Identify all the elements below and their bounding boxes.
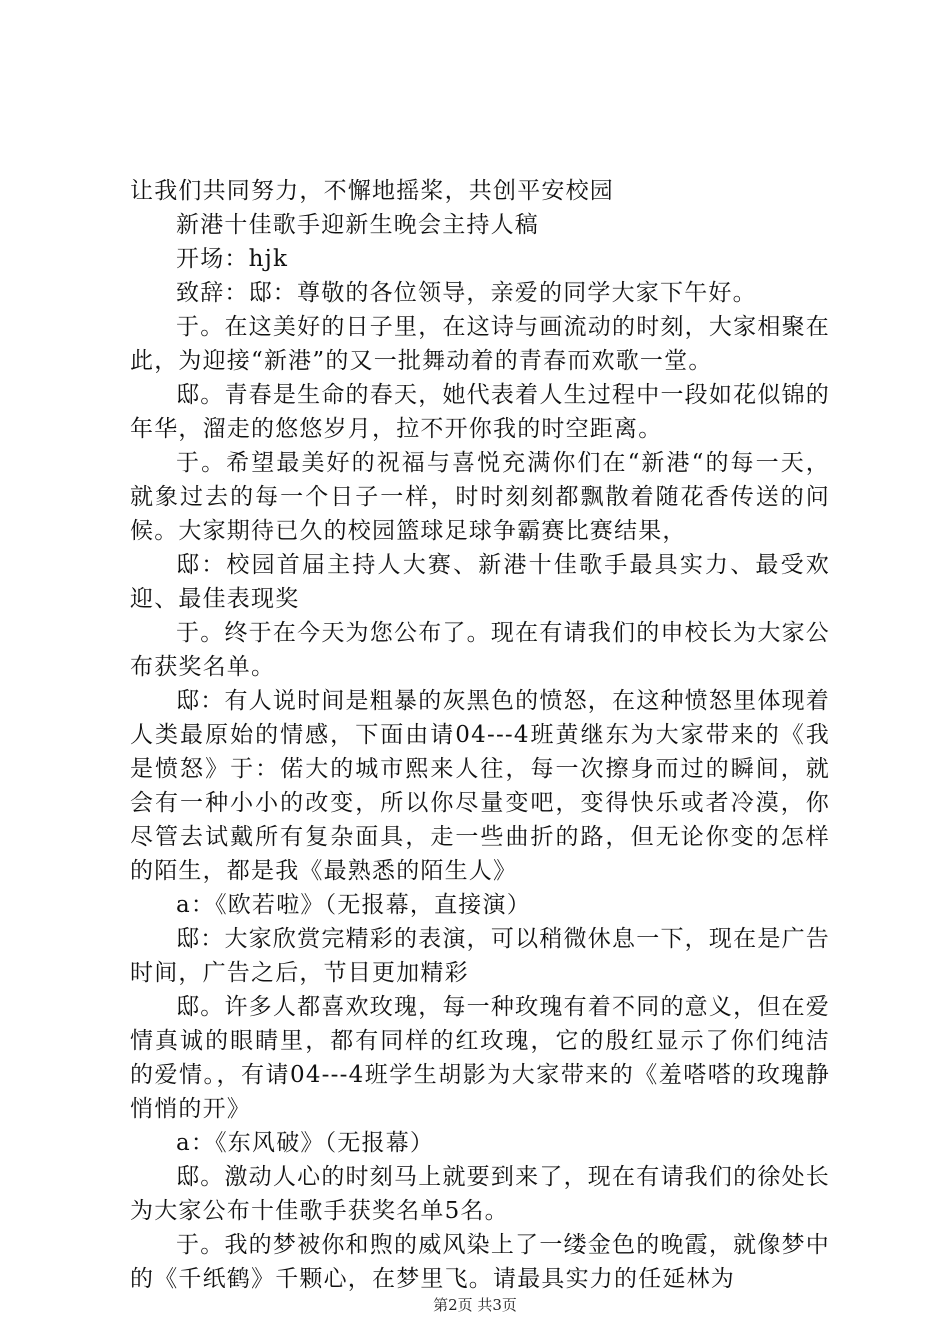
page-footer: 第2页 共3页 bbox=[433, 1296, 517, 1314]
paragraph: 于。希望最美好的祝福与喜悦充满你们在“新港“的每一天，就象过去的每一个日子一样，时时刻刻都飘散着随花香传送的问候。大家期待已久的校园篮球足球争霸赛比赛结果， bbox=[130, 450, 830, 544]
paragraph: 邸：有人说时间是粗暴的灰黑色的愤怒，在这种愤怒里体现着人类最原始的情感，下面由请04---4班黄继东为大家带来的《我是愤怒》于：偌大的城市熙来人往，每一次擦身而过的瞬间，就会有一种小小的改变，所以你尽量变吧，变得快乐或者冷漠，你尽管去试戴所有复杂面具，走一些曲折的路，但无论你变的怎样的陌生，都是我《最熟悉的陌生人》 bbox=[130, 688, 830, 884]
document-title: 新港十佳歌手迎新生晚会主持人稿 bbox=[176, 212, 539, 238]
paragraph: 于。终于在今天为您公布了。现在有请我们的申校长为大家公布获奖名单。 bbox=[130, 620, 830, 680]
document-body bbox=[130, 174, 830, 1296]
paragraph: a：《东风破》（无报幕） bbox=[176, 1130, 435, 1156]
paragraph: 于。在这美好的日子里，在这诗与画流动的时刻，大家相聚在此，为迎接“新港”的又一批舞动着的青春而欢歌一堂。 bbox=[130, 314, 830, 374]
paragraph: 邸。许多人都喜欢玫瑰，每一种玫瑰有着不同的意义，但在爱情真诚的眼睛里，都有同样的红玫瑰，它的殷红显示了你们纯洁的爱情。，有请04---4班学生胡影为大家带来的《羞嗒嗒的玫瑰静悄悄的开》 bbox=[130, 994, 830, 1122]
paragraph-closing-line: 让我们共同努力，不懈地摇桨，共创平安校园 bbox=[130, 178, 614, 204]
paragraph: 邸。青春是生命的春天，她代表着人生过程中一段如花似锦的年华，溜走的悠悠岁月，拉不开你我的时空距离。 bbox=[130, 382, 830, 442]
paragraph: 于。我的梦被你和煦的威风染上了一缕金色的晚霞，就像梦中的《千纸鹤》千颗心，在梦里飞。请最具实力的任延林为 bbox=[130, 1232, 830, 1292]
paragraph: 邸：大家欣赏完精彩的表演，可以稍微休息一下，现在是广告时间，广告之后，节目更加精彩 bbox=[130, 926, 830, 986]
paragraph: 邸。激动人心的时刻马上就要到来了，现在有请我们的徐处长为大家公布十佳歌手获奖名单5名。 bbox=[130, 1164, 830, 1224]
paragraph: a：《欧若啦》（无报幕，直接演） bbox=[176, 892, 531, 918]
paragraph-address: 致辞：邸：尊敬的各位领导，亲爱的同学大家下午好。 bbox=[176, 280, 757, 306]
paragraph: 邸：校园首届主持人大赛、新港十佳歌手最具实力、最受欢迎、最佳表现奖 bbox=[130, 552, 830, 612]
paragraph-opening: 开场：hjk bbox=[176, 246, 289, 272]
